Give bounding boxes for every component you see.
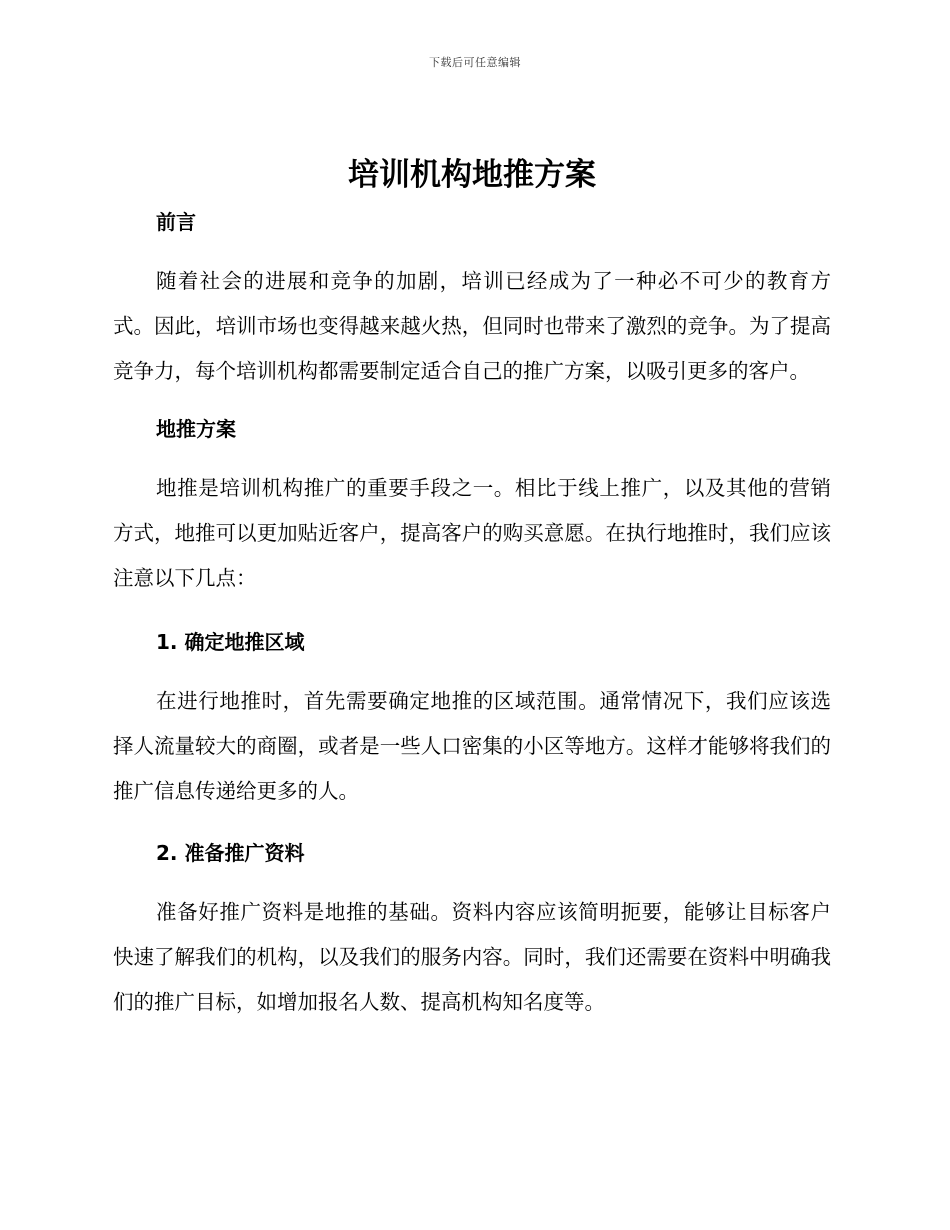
section-heading-preface: 前言 bbox=[156, 210, 196, 234]
section-paragraph-plan: 地推是培训机构推广的重要手段之一。相比于线上推广，以及其他的营销方式，地推可以更加贴近客户，提高客户的购买意愿。在执行地推时，我们应该注意以下几点： bbox=[113, 476, 831, 590]
page-header-note: 下载后可任意编辑 bbox=[429, 56, 521, 69]
document-title: 培训机构地推方案 bbox=[348, 157, 596, 193]
section-paragraph-step1: 在进行地推时，首先需要确定地推的区域范围。通常情况下，我们应该选择人流量较大的商圈，或者是一些人口密集的小区等地方。这样才能够将我们的推广信息传递给更多的人。 bbox=[113, 689, 831, 803]
document-body bbox=[113, 148, 831, 1025]
section-paragraph-step2: 准备好推广资料是地推的基础。资料内容应该简明扼要，能够让目标客户快速了解我们的机构，以及我们的服务内容。同时，我们还需要在资料中明确我们的推广目标，如增加报名人数、提高机构知名度等。 bbox=[113, 900, 831, 1014]
section-heading-plan: 地推方案 bbox=[156, 417, 236, 441]
section-heading-step2: 2. 准备推广资料 bbox=[156, 841, 305, 865]
section-paragraph-preface: 随着社会的进展和竞争的加剧，培训已经成为了一种必不可少的教育方式。因此，培训市场也变得越来越火热，但同时也带来了激烈的竞争。为了提高竞争力，每个培训机构都需要制定适合自己的推广方案，以吸引更多的客户。 bbox=[113, 269, 831, 383]
section-heading-step1: 1. 确定地推区域 bbox=[156, 630, 305, 654]
